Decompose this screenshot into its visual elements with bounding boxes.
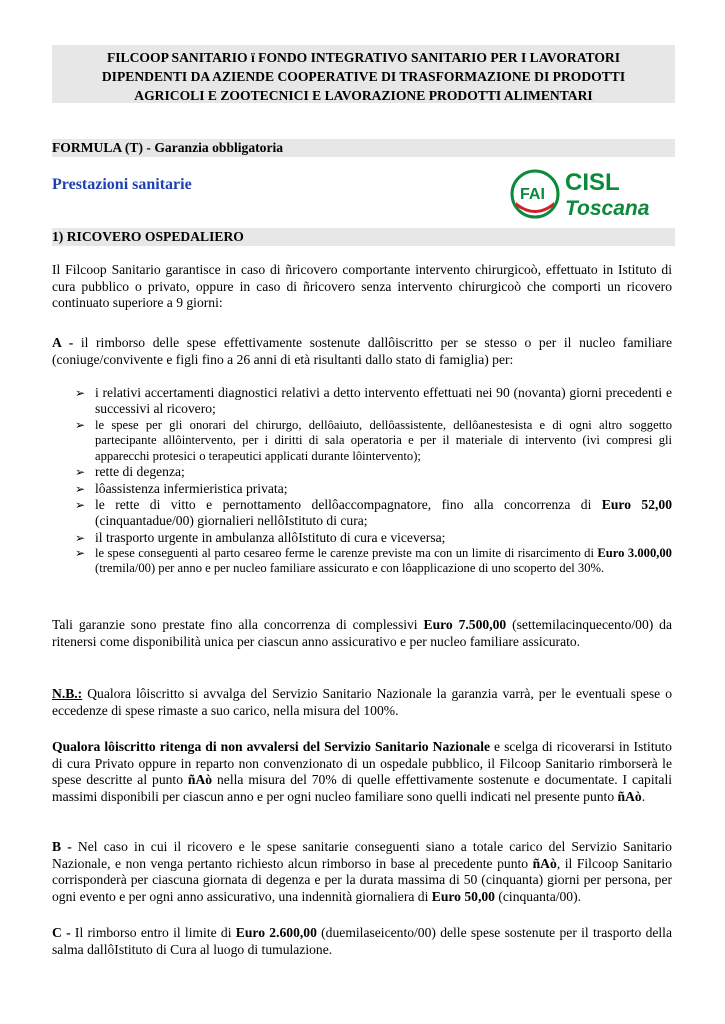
- part-c-amount: Euro 2.600,00: [235, 925, 317, 940]
- bullet-text: il trasporto urgente in ambulanza allôIstituto di cura e viceversa;: [95, 529, 446, 545]
- point-a-reference: ñAò: [617, 788, 642, 804]
- arrow-bullet-icon: ➢: [75, 386, 86, 400]
- arrow-bullet-icon: ➢: [75, 465, 86, 480]
- list-item: [75, 481, 672, 497]
- nb-paragraph: [52, 686, 672, 719]
- bullet-text: le spese conseguenti al parto cesareo ferme le carenze previste ma con un limite di risarcimento di: [95, 545, 598, 560]
- point-a-reference: ñAò: [532, 855, 557, 871]
- qualora-text: e scelga di ricoverarsi in Istituto di cura Privato oppure in reparto non convenzionato di un ospedale pubblico, il Filcoop Sanitario rimborserà le spese descritte al punto: [52, 739, 672, 787]
- arrow-bullet-icon: ➢: [75, 481, 86, 496]
- part-b-paragraph: [52, 839, 672, 905]
- tali-text-end: (settemilacinquecento/00) da ritenersi come disponibilità unica per ciascun anno assicurativo e per nucleo familiare assicurato.: [52, 617, 673, 649]
- arrow-bullet-icon: ➢: [75, 497, 86, 512]
- part-b-text-2: , il Filcoop Sanitario corrisponderà per ciascuna giornata di degenza e per la durata massima di 50 (cinquanta) giorni per persona, per ogni evento e per ogni anno assicurativo, una indennità giornaliera di: [52, 855, 672, 904]
- list-item: [75, 418, 672, 465]
- arrow-bullet-icon: ➢: [75, 417, 86, 432]
- part-b-end: (cinquanta/00).: [494, 888, 582, 904]
- bullet-text: rette di degenza;: [95, 464, 185, 480]
- list-item: [75, 464, 672, 480]
- part-c-paragraph: [52, 925, 672, 958]
- bullet-text: (cinquantadue/00) giornalieri nellôIstituto di cura;: [95, 513, 368, 529]
- part-c-text-2: (duemilaseicento/00) delle spese sostenute per il trasporto della salma dallôIstituto di Cura al luogo di tumulazione.: [52, 925, 672, 957]
- logo-toscana-text: Toscana: [565, 197, 650, 220]
- qualora-bold-text: Qualora lôiscritto ritenga di non avvalersi del Servizio Sanitario Nazionale: [52, 739, 491, 754]
- logo-cisl-text: CISL: [565, 169, 620, 196]
- bullet-amount: Euro 52,00: [601, 496, 672, 512]
- list-item: [75, 385, 672, 418]
- tali-amount: Euro 7.500,00: [423, 617, 507, 632]
- logo-fai-text: FAI: [520, 186, 545, 203]
- qualora-end: .: [641, 788, 646, 804]
- part-b-label: B -: [52, 839, 72, 854]
- formula-heading: FORMULA (T) - Garanzia obbligatoria: [52, 139, 675, 157]
- point-a-reference: ñAò: [187, 772, 213, 787]
- bullet-text: le spese per gli onorari del chirurgo, dellôaiuto, dellôassistente, dellôanestesista e di ogni altro soggetto partecipante allôintervento, per i diritti di sala operatoria e per il materiale di intervento (ivi compresi gli apparecchi protesici o terapeutici applicati durante lôintervento);: [95, 417, 672, 463]
- header-line-1: FILCOOP SANITARIO ï FONDO INTEGRATIVO SANITARIO PER I LAVORATORI: [106, 50, 621, 65]
- section-1-heading: 1) RICOVERO OSPEDALIERO: [52, 228, 675, 246]
- qualora-paragraph: [52, 739, 672, 805]
- list-item: [75, 530, 672, 546]
- bullet-amount: Euro 3.000,00: [597, 545, 672, 560]
- intro-text: Il Filcoop Sanitario garantisce in caso di ñricovero comportante intervento chirurgicoò, effettuato in Istituto di cura pubblico o privato, oppure in caso di ñricovero senza intervento chirurgicoò che comporti un ricovero continuato superiore a 9 giorni:: [52, 262, 672, 310]
- tali-paragraph: [52, 617, 672, 650]
- header-line-3: AGRICOLI E ZOOTECNICI E LAVORAZIONE PRODOTTI ALIMENTARI: [134, 88, 593, 103]
- header-line-2: DIPENDENTI DA AZIENDE COOPERATIVE DI TRASFORMAZIONE DI PRODOTTI: [101, 69, 626, 84]
- list-item: [75, 497, 672, 530]
- part-b-amount: Euro 50,00: [431, 888, 495, 904]
- bullet-text: (tremila/00) per anno e per nucleo familiare assicurato e con lôapplicazione di uno scoperto del 30%.: [95, 561, 605, 576]
- fai-cisl-toscana-logo: [510, 166, 672, 220]
- nb-text: Qualora lôiscritto si avvalga del Servizio Sanitario Nazionale la garanzia varrà, per le eventuali spese o eccedenze di spese rimaste a suo carico, nella misura del 100%.: [52, 686, 672, 718]
- bullet-text: i relativi accertamenti diagnostici relativi a detto intervento effettuati nei 90 (novanta) giorni precedenti e successivi al ricovero;: [95, 385, 672, 417]
- document-header: [52, 45, 675, 103]
- tali-text: Tali garanzie sono prestate fino alla concorrenza di complessivi: [52, 617, 424, 632]
- nb-label: N.B.:: [52, 686, 83, 701]
- part-a-bullet-list: [75, 385, 672, 577]
- bullet-text: lôassistenza infermieristica privata;: [95, 480, 288, 496]
- intro-paragraph: [52, 262, 672, 312]
- part-c-text: Il rimborso entro il limite di: [70, 925, 236, 940]
- prestazioni-title: Prestazioni sanitarie: [52, 176, 192, 193]
- arrow-bullet-icon: ➢: [75, 545, 86, 560]
- part-a-label: A -: [52, 335, 74, 350]
- qualora-text-2: nella misura del 70% di quelle effettivamente sostenute e documentate. I capitali massimi disponibili per ciascun anno e per ogni nucleo familiare sono quelli indicati nel presente punto: [52, 772, 672, 804]
- part-b-text: Nel caso in cui il ricovero e le spese sanitarie conseguenti siano a totale carico del Servizio Sanitario Nazionale, e non venga pertanto richiesto alcun rimborso in base al precedente punto: [52, 839, 672, 871]
- part-a-paragraph: [52, 335, 672, 368]
- bullet-text: le rette di vitto e pernottamento dellôaccompagnatore, fino alla concorrenza di: [95, 496, 602, 512]
- part-c-label: C -: [52, 925, 71, 940]
- part-a-text: il rimborso delle spese effettivamente sostenute dallôiscritto per se stesso o per il nucleo familiare (coniuge/convivente e figli fino a 26 anni di età risultanti dallo stato di famiglia) per:: [52, 335, 672, 367]
- list-item: [75, 546, 672, 577]
- arrow-bullet-icon: ➢: [75, 530, 86, 545]
